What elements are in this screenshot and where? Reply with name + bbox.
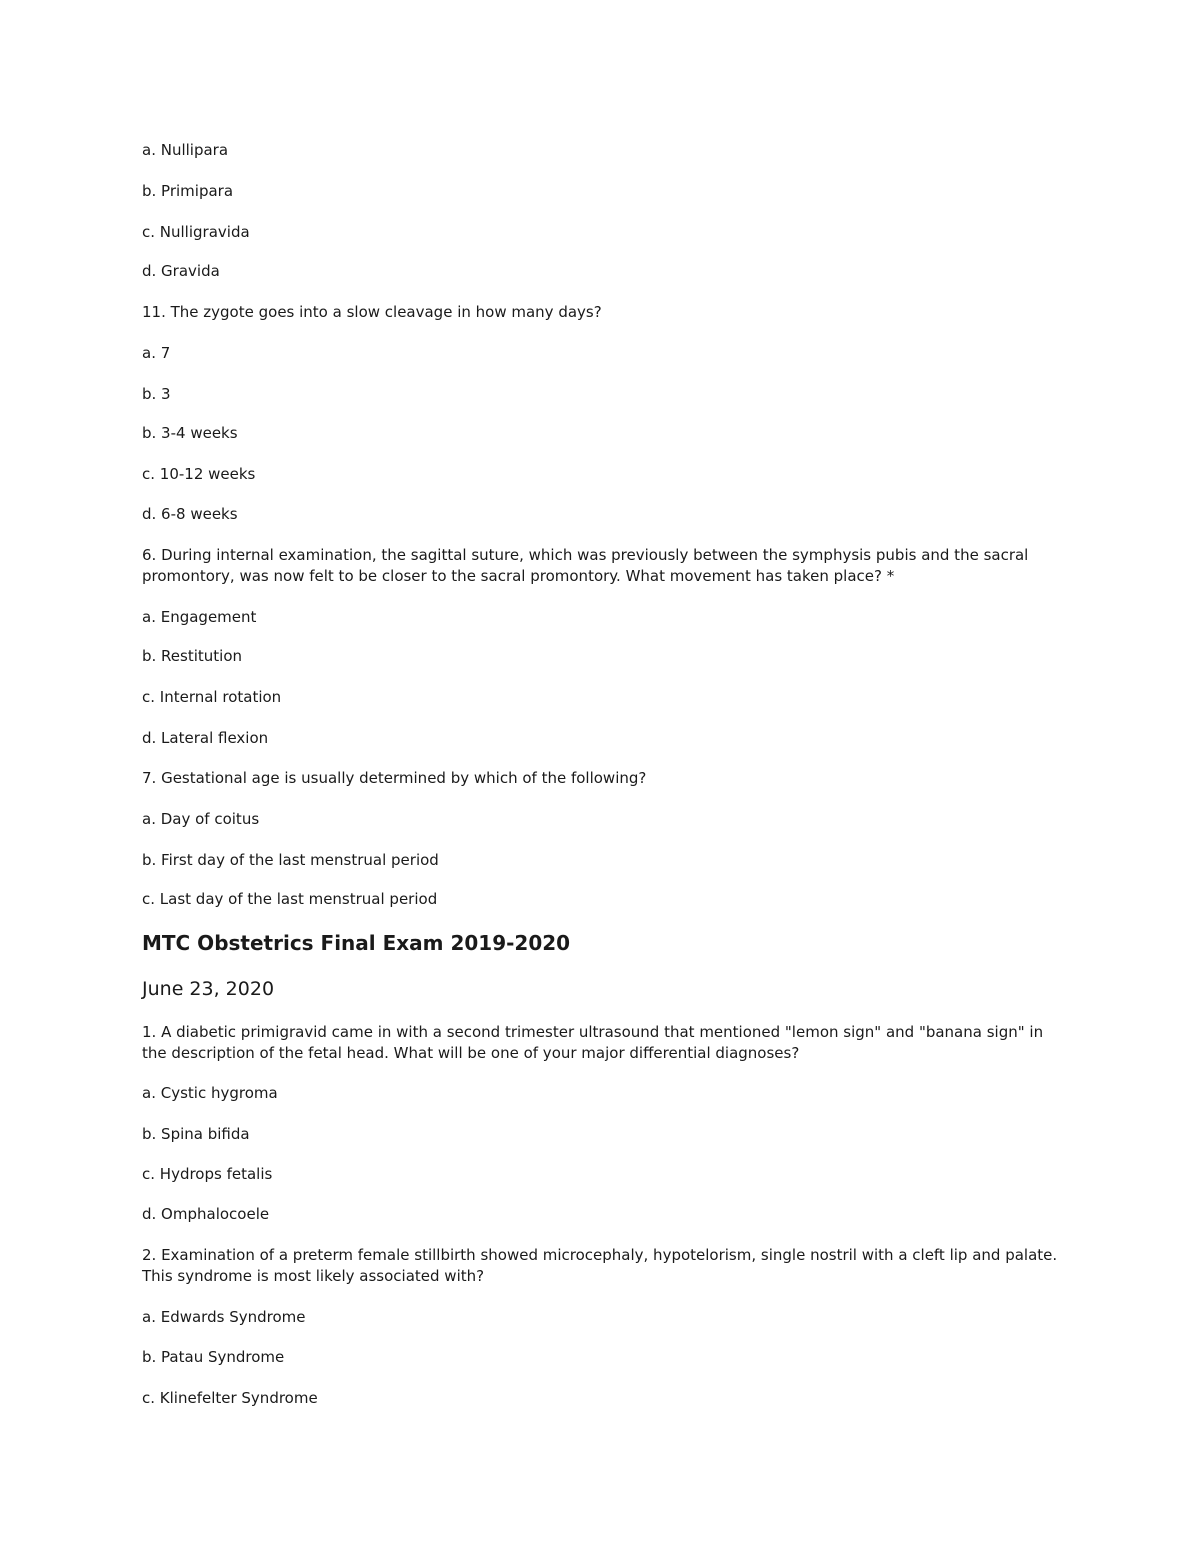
answer-option: a. Edwards Syndrome — [142, 1308, 306, 1326]
answer-option: c. Nulligravida — [142, 223, 250, 241]
answer-option: c. Internal rotation — [142, 688, 282, 706]
answer-option: b. Restitution — [142, 647, 243, 665]
question-text: 7. Gestational age is usually determined by which of the following? — [142, 769, 647, 787]
answer-option: a. Cystic hygroma — [142, 1084, 278, 1102]
answer-option: b. Primipara — [142, 182, 234, 200]
answer-option: a. 7 — [142, 344, 171, 362]
answer-option: b. First day of the last menstrual period — [142, 851, 439, 869]
answer-option: d. 6-8 weeks — [142, 505, 238, 523]
question-text: 2. Examination of a preterm female stillbirth showed microcephaly, hypotelorism, single nostril with a cleft lip and palate. This syndrome is most likely associated with? — [142, 1246, 1058, 1285]
question-text: 6. During internal examination, the sagittal suture, which was previously between the symphysis pubis and the sacral promontory, was now felt to be closer to the sacral promontory. What movement has taken place? * — [142, 546, 1029, 585]
answer-option: a. Day of coitus — [142, 810, 260, 828]
answer-option: d. Omphalocoele — [142, 1205, 270, 1223]
answer-option: a. Engagement — [142, 608, 257, 626]
answer-option: c. Last day of the last menstrual period — [142, 890, 438, 908]
answer-option: b. Spina bifida — [142, 1125, 250, 1143]
answer-option: c. 10-12 weeks — [142, 465, 256, 483]
answer-option: c. Klinefelter Syndrome — [142, 1389, 318, 1407]
section-title: MTC Obstetrics Final Exam 2019-2020 — [142, 931, 571, 955]
answer-option: b. Patau Syndrome — [142, 1348, 285, 1366]
answer-option: a. Nullipara — [142, 141, 229, 159]
question-text: 11. The zygote goes into a slow cleavage in how many days? — [142, 303, 602, 321]
answer-option: d. Lateral flexion — [142, 729, 269, 747]
question-text: 1. A diabetic primigravid came in with a second trimester ultrasound that mentioned "lemon sign" and "banana sign" in the description of the fetal head. What will be one of your major differential diagnoses? — [142, 1023, 1044, 1062]
section-date: June 23, 2020 — [142, 978, 275, 1000]
answer-option: d. Gravida — [142, 262, 220, 280]
answer-option: b. 3-4 weeks — [142, 424, 238, 442]
answer-option: c. Hydrops fetalis — [142, 1165, 273, 1183]
answer-option: b. 3 — [142, 385, 171, 403]
